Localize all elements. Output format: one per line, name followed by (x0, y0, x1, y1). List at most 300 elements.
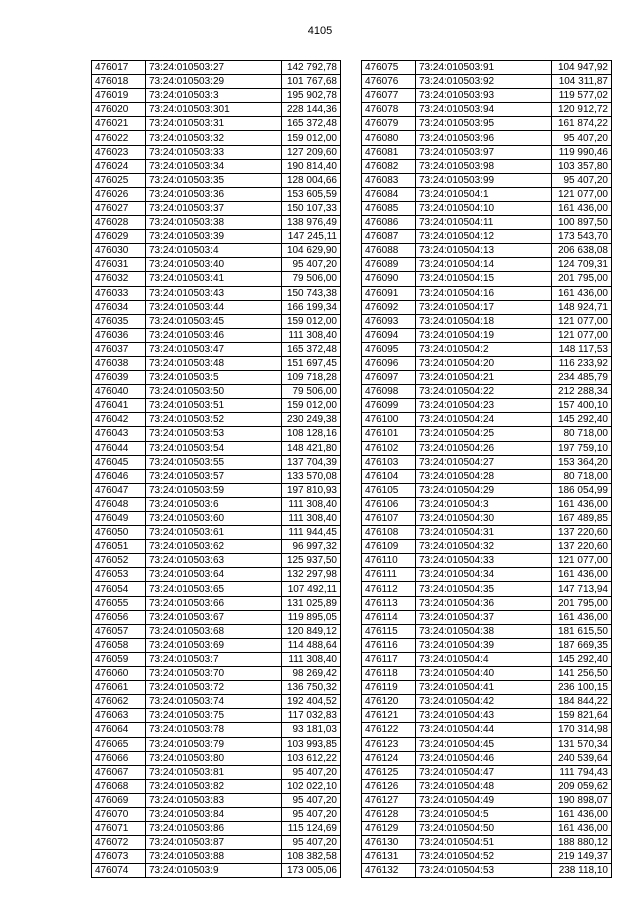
cadastral-number-cell: 73:24:010504:29 (416, 483, 552, 497)
table-row (92, 455, 341, 469)
row-number-cell: 476031 (92, 258, 146, 272)
row-number-cell: 476121 (362, 709, 416, 723)
cadastral-number-cell: 73:24:010503:50 (146, 385, 282, 399)
value-cell: 159 012,00 (282, 131, 341, 145)
table-row (362, 667, 612, 681)
row-number-cell: 476055 (92, 596, 146, 610)
cadastral-number-cell: 73:24:010503:37 (146, 201, 282, 215)
row-number-cell: 476050 (92, 526, 146, 540)
cadastral-number-cell: 73:24:010504:36 (416, 596, 552, 610)
row-number-cell: 476066 (92, 751, 146, 765)
row-number-cell: 476023 (92, 145, 146, 159)
table-row (92, 300, 341, 314)
cadastral-number-cell: 73:24:010504:12 (416, 230, 552, 244)
value-cell: 95 407,20 (552, 131, 612, 145)
row-number-cell: 476033 (92, 286, 146, 300)
row-number-cell: 476071 (92, 822, 146, 836)
cadastral-number-cell: 73:24:010503:91 (416, 61, 552, 75)
value-cell: 111 308,40 (282, 512, 341, 526)
value-cell: 167 489,85 (552, 512, 612, 526)
table-row (92, 526, 341, 540)
row-number-cell: 476087 (362, 230, 416, 244)
row-number-cell: 476085 (362, 201, 416, 215)
cadastral-number-cell: 73:24:010503:95 (416, 117, 552, 131)
row-number-cell: 476083 (362, 173, 416, 187)
cadastral-number-cell: 73:24:010504:32 (416, 540, 552, 554)
cadastral-number-cell: 73:24:010503:87 (146, 836, 282, 850)
cadastral-number-cell: 73:24:010503:51 (146, 399, 282, 413)
cadastral-number-cell: 73:24:010504:17 (416, 300, 552, 314)
value-cell: 104 311,87 (552, 75, 612, 89)
value-cell: 115 124,69 (282, 822, 341, 836)
cadastral-number-cell: 73:24:010503:79 (146, 737, 282, 751)
table-row (362, 695, 612, 709)
table-row (92, 427, 341, 441)
value-cell: 201 795,00 (552, 596, 612, 610)
row-number-cell: 476020 (92, 103, 146, 117)
table-row (362, 145, 612, 159)
table-row (92, 441, 341, 455)
value-cell: 121 077,00 (552, 187, 612, 201)
row-number-cell: 476069 (92, 793, 146, 807)
cadastral-number-cell: 73:24:010503:82 (146, 779, 282, 793)
cadastral-number-cell: 73:24:010504:25 (416, 427, 552, 441)
value-cell: 79 506,00 (282, 385, 341, 399)
value-cell: 190 814,40 (282, 159, 341, 173)
value-cell: 190 898,07 (552, 793, 612, 807)
value-cell: 181 615,50 (552, 624, 612, 638)
row-number-cell: 476058 (92, 638, 146, 652)
row-number-cell: 476043 (92, 427, 146, 441)
row-number-cell: 476118 (362, 667, 416, 681)
table-row (92, 286, 341, 300)
table-row (362, 751, 612, 765)
table-row (362, 483, 612, 497)
row-number-cell: 476044 (92, 441, 146, 455)
table-row (362, 638, 612, 652)
cadastral-number-cell: 73:24:010504:23 (416, 399, 552, 413)
table-row (92, 681, 341, 695)
table-row (362, 596, 612, 610)
row-number-cell: 476086 (362, 216, 416, 230)
value-cell: 159 012,00 (282, 399, 341, 413)
value-cell: 111 308,40 (282, 328, 341, 342)
row-number-cell: 476074 (92, 864, 146, 878)
value-cell: 100 897,50 (552, 216, 612, 230)
cadastral-number-cell: 73:24:010503:59 (146, 483, 282, 497)
table-row (92, 652, 341, 666)
value-cell: 121 077,00 (552, 554, 612, 568)
row-number-cell: 476070 (92, 807, 146, 821)
cadastral-number-cell: 73:24:010503:54 (146, 441, 282, 455)
table-row (362, 399, 612, 413)
table-row (362, 244, 612, 258)
value-cell: 128 004,66 (282, 173, 341, 187)
value-cell: 125 937,50 (282, 554, 341, 568)
row-number-cell: 476126 (362, 779, 416, 793)
cadastral-number-cell: 73:24:010503:61 (146, 526, 282, 540)
row-number-cell: 476112 (362, 582, 416, 596)
table-row (362, 681, 612, 695)
table-row (92, 497, 341, 511)
value-cell: 131 025,89 (282, 596, 341, 610)
value-cell: 147 713,94 (552, 582, 612, 596)
cadastral-number-cell: 73:24:010503:63 (146, 554, 282, 568)
row-number-cell: 476115 (362, 624, 416, 638)
cadastral-number-cell: 73:24:010504:46 (416, 751, 552, 765)
cadastral-number-cell: 73:24:010504:41 (416, 681, 552, 695)
row-number-cell: 476047 (92, 483, 146, 497)
row-number-cell: 476062 (92, 695, 146, 709)
value-cell: 151 697,45 (282, 356, 341, 370)
value-cell: 133 570,08 (282, 469, 341, 483)
table-row (92, 103, 341, 117)
table-row (362, 201, 612, 215)
row-number-cell: 476027 (92, 201, 146, 215)
row-number-cell: 476084 (362, 187, 416, 201)
value-cell: 114 488,64 (282, 638, 341, 652)
row-number-cell: 476079 (362, 117, 416, 131)
value-cell: 173 543,70 (552, 230, 612, 244)
value-cell: 93 181,03 (282, 723, 341, 737)
table-row (92, 779, 341, 793)
row-number-cell: 476096 (362, 356, 416, 370)
table-row (92, 624, 341, 638)
value-cell: 148 117,53 (552, 342, 612, 356)
value-cell: 98 269,42 (282, 667, 341, 681)
value-cell: 95 407,20 (552, 173, 612, 187)
value-cell: 80 718,00 (552, 469, 612, 483)
cadastral-number-cell: 73:24:010504:14 (416, 258, 552, 272)
table-row (92, 314, 341, 328)
row-number-cell: 476045 (92, 455, 146, 469)
table-row (92, 695, 341, 709)
row-number-cell: 476052 (92, 554, 146, 568)
row-number-cell: 476107 (362, 512, 416, 526)
cadastral-number-cell: 73:24:010504:18 (416, 314, 552, 328)
row-number-cell: 476021 (92, 117, 146, 131)
cadastral-number-cell: 73:24:010503:44 (146, 300, 282, 314)
table-row (362, 356, 612, 370)
cadastral-number-cell: 73:24:010503:75 (146, 709, 282, 723)
value-cell: 95 407,20 (282, 807, 341, 821)
table-row (92, 230, 341, 244)
value-cell: 166 199,34 (282, 300, 341, 314)
row-number-cell: 476049 (92, 512, 146, 526)
value-cell: 186 054,99 (552, 483, 612, 497)
table-row (362, 371, 612, 385)
table-row (362, 75, 612, 89)
cadastral-number-cell: 73:24:010504:10 (416, 201, 552, 215)
row-number-cell: 476059 (92, 652, 146, 666)
value-cell: 161 436,00 (552, 610, 612, 624)
value-cell: 116 233,92 (552, 356, 612, 370)
cadastral-number-cell: 73:24:010504:42 (416, 695, 552, 709)
value-cell: 109 718,28 (282, 371, 341, 385)
cadastral-number-cell: 73:24:010503:33 (146, 145, 282, 159)
table-row (92, 272, 341, 286)
value-cell: 161 436,00 (552, 807, 612, 821)
cadastral-number-cell: 73:24:010503:60 (146, 512, 282, 526)
row-number-cell: 476090 (362, 272, 416, 286)
row-number-cell: 476073 (92, 850, 146, 864)
cadastral-number-cell: 73:24:010504:35 (416, 582, 552, 596)
row-number-cell: 476113 (362, 596, 416, 610)
row-number-cell: 476089 (362, 258, 416, 272)
value-cell: 121 077,00 (552, 314, 612, 328)
table-row (92, 469, 341, 483)
value-cell: 161 436,00 (552, 822, 612, 836)
cadastral-number-cell: 73:24:010504:37 (416, 610, 552, 624)
cadastral-number-cell: 73:24:010504:30 (416, 512, 552, 526)
cadastral-number-cell: 73:24:010503:74 (146, 695, 282, 709)
cadastral-number-cell: 73:24:010503:47 (146, 342, 282, 356)
table-right (361, 60, 612, 878)
value-cell: 108 382,58 (282, 850, 341, 864)
table-row (362, 187, 612, 201)
table-row (362, 793, 612, 807)
cadastral-number-cell: 73:24:010503:69 (146, 638, 282, 652)
table-row (362, 807, 612, 821)
table-row (92, 385, 341, 399)
row-number-cell: 476039 (92, 371, 146, 385)
value-cell: 101 767,68 (282, 75, 341, 89)
value-cell: 195 902,78 (282, 89, 341, 103)
cadastral-number-cell: 73:24:010503:29 (146, 75, 282, 89)
value-cell: 95 407,20 (282, 765, 341, 779)
table-row (362, 427, 612, 441)
value-cell: 187 669,35 (552, 638, 612, 652)
row-number-cell: 476124 (362, 751, 416, 765)
row-number-cell: 476048 (92, 497, 146, 511)
cadastral-number-cell: 73:24:010503:9 (146, 864, 282, 878)
table-row (92, 244, 341, 258)
cadastral-number-cell: 73:24:010503:35 (146, 173, 282, 187)
table-row (362, 272, 612, 286)
cadastral-number-cell: 73:24:010504:4 (416, 652, 552, 666)
value-cell: 159 821,64 (552, 709, 612, 723)
row-number-cell: 476129 (362, 822, 416, 836)
cadastral-number-cell: 73:24:010503:6 (146, 497, 282, 511)
table-row (92, 723, 341, 737)
table-row (362, 512, 612, 526)
row-number-cell: 476046 (92, 469, 146, 483)
row-number-cell: 476019 (92, 89, 146, 103)
value-cell: 103 993,85 (282, 737, 341, 751)
value-cell: 145 292,40 (552, 413, 612, 427)
cadastral-number-cell: 73:24:010504:53 (416, 864, 552, 878)
row-number-cell: 476034 (92, 300, 146, 314)
row-number-cell: 476080 (362, 131, 416, 145)
cadastral-number-cell: 73:24:010504:2 (416, 342, 552, 356)
table-row (92, 187, 341, 201)
table-row (92, 117, 341, 131)
value-cell: 153 605,59 (282, 187, 341, 201)
table-row (92, 850, 341, 864)
table-row (92, 371, 341, 385)
cadastral-number-cell: 73:24:010503:78 (146, 723, 282, 737)
table-row (92, 131, 341, 145)
cadastral-number-cell: 73:24:010504:45 (416, 737, 552, 751)
cadastral-number-cell: 73:24:010503:99 (416, 173, 552, 187)
value-cell: 192 404,52 (282, 695, 341, 709)
cadastral-number-cell: 73:24:010503:40 (146, 258, 282, 272)
value-cell: 120 912,72 (552, 103, 612, 117)
cadastral-number-cell: 73:24:010504:27 (416, 455, 552, 469)
table-row (92, 328, 341, 342)
row-number-cell: 476106 (362, 497, 416, 511)
table-row (362, 230, 612, 244)
value-cell: 150 743,38 (282, 286, 341, 300)
table-row (362, 822, 612, 836)
row-number-cell: 476026 (92, 187, 146, 201)
value-cell: 150 107,33 (282, 201, 341, 215)
table-row (92, 201, 341, 215)
table-row (362, 328, 612, 342)
cadastral-number-cell: 73:24:010503:68 (146, 624, 282, 638)
row-number-cell: 476018 (92, 75, 146, 89)
row-number-cell: 476110 (362, 554, 416, 568)
value-cell: 136 750,32 (282, 681, 341, 695)
value-cell: 230 249,38 (282, 413, 341, 427)
row-number-cell: 476077 (362, 89, 416, 103)
row-number-cell: 476025 (92, 173, 146, 187)
table-row (362, 526, 612, 540)
row-number-cell: 476067 (92, 765, 146, 779)
value-cell: 132 297,98 (282, 568, 341, 582)
cadastral-number-cell: 73:24:010504:48 (416, 779, 552, 793)
value-cell: 161 436,00 (552, 497, 612, 511)
value-cell: 111 308,40 (282, 497, 341, 511)
cadastral-number-cell: 73:24:010503:93 (416, 89, 552, 103)
cadastral-number-cell: 73:24:010503:41 (146, 272, 282, 286)
table-row (362, 540, 612, 554)
value-cell: 159 012,00 (282, 314, 341, 328)
cadastral-number-cell: 73:24:010503:94 (416, 103, 552, 117)
table-row (362, 737, 612, 751)
row-number-cell: 476132 (362, 864, 416, 878)
table-row (362, 216, 612, 230)
cadastral-number-cell: 73:24:010503:39 (146, 230, 282, 244)
table-row (92, 512, 341, 526)
value-cell: 121 077,00 (552, 328, 612, 342)
value-cell: 147 245,11 (282, 230, 341, 244)
value-cell: 188 880,12 (552, 836, 612, 850)
cadastral-number-cell: 73:24:010503:84 (146, 807, 282, 821)
table-row (92, 822, 341, 836)
table-row (92, 807, 341, 821)
row-number-cell: 476119 (362, 681, 416, 695)
table-row (92, 216, 341, 230)
row-number-cell: 476128 (362, 807, 416, 821)
table-row (362, 61, 612, 75)
cadastral-number-cell: 73:24:010504:51 (416, 836, 552, 850)
cadastral-number-cell: 73:24:010503:7 (146, 652, 282, 666)
row-number-cell: 476064 (92, 723, 146, 737)
cadastral-number-cell: 73:24:010504:26 (416, 441, 552, 455)
cadastral-number-cell: 73:24:010503:92 (416, 75, 552, 89)
row-number-cell: 476035 (92, 314, 146, 328)
cadastral-number-cell: 73:24:010504:16 (416, 286, 552, 300)
cadastral-number-cell: 73:24:010504:24 (416, 413, 552, 427)
cadastral-number-cell: 73:24:010503:5 (146, 371, 282, 385)
table-row (362, 469, 612, 483)
value-cell: 104 947,92 (552, 61, 612, 75)
cadastral-number-cell: 73:24:010504:43 (416, 709, 552, 723)
row-number-cell: 476095 (362, 342, 416, 356)
value-cell: 102 022,10 (282, 779, 341, 793)
cadastral-number-cell: 73:24:010503:43 (146, 286, 282, 300)
cadastral-number-cell: 73:24:010503:38 (146, 216, 282, 230)
table-row (362, 497, 612, 511)
value-cell: 111 944,45 (282, 526, 341, 540)
table-row (92, 596, 341, 610)
value-cell: 137 220,60 (552, 526, 612, 540)
row-number-cell: 476051 (92, 540, 146, 554)
table-left (91, 60, 341, 878)
row-number-cell: 476088 (362, 244, 416, 258)
value-cell: 145 292,40 (552, 652, 612, 666)
table-row (362, 765, 612, 779)
table-row (362, 723, 612, 737)
row-number-cell: 476042 (92, 413, 146, 427)
table-row (362, 117, 612, 131)
cadastral-number-cell: 73:24:010503:48 (146, 356, 282, 370)
value-cell: 107 492,11 (282, 582, 341, 596)
value-cell: 228 144,36 (282, 103, 341, 117)
cadastral-number-cell: 73:24:010503:96 (416, 131, 552, 145)
cadastral-number-cell: 73:24:010504:39 (416, 638, 552, 652)
value-cell: 219 149,37 (552, 850, 612, 864)
cadastral-number-cell: 73:24:010504:33 (416, 554, 552, 568)
value-cell: 141 256,50 (552, 667, 612, 681)
cadastral-number-cell: 73:24:010504:11 (416, 216, 552, 230)
table-row (362, 103, 612, 117)
cadastral-number-cell: 73:24:010503:31 (146, 117, 282, 131)
row-number-cell: 476041 (92, 399, 146, 413)
cadastral-number-cell: 73:24:010503:36 (146, 187, 282, 201)
row-number-cell: 476108 (362, 526, 416, 540)
table-row (362, 709, 612, 723)
row-number-cell: 476076 (362, 75, 416, 89)
value-cell: 148 421,80 (282, 441, 341, 455)
value-cell: 153 364,20 (552, 455, 612, 469)
cadastral-number-cell: 73:24:010504:38 (416, 624, 552, 638)
table-row (362, 836, 612, 850)
row-number-cell: 476078 (362, 103, 416, 117)
table-row (362, 864, 612, 878)
row-number-cell: 476117 (362, 652, 416, 666)
row-number-cell: 476092 (362, 300, 416, 314)
table-row (362, 300, 612, 314)
row-number-cell: 476122 (362, 723, 416, 737)
cadastral-number-cell: 73:24:010504:49 (416, 793, 552, 807)
value-cell: 131 570,34 (552, 737, 612, 751)
table-row (362, 624, 612, 638)
value-cell: 157 400,10 (552, 399, 612, 413)
value-cell: 119 577,02 (552, 89, 612, 103)
table-row (92, 709, 341, 723)
value-cell: 96 997,32 (282, 540, 341, 554)
cadastral-number-cell: 73:24:010503:55 (146, 455, 282, 469)
cadastral-number-cell: 73:24:010503:88 (146, 850, 282, 864)
value-cell: 161 436,00 (552, 568, 612, 582)
cadastral-number-cell: 73:24:010504:19 (416, 328, 552, 342)
value-cell: 209 059,62 (552, 779, 612, 793)
cadastral-number-cell: 73:24:010503:301 (146, 103, 282, 117)
row-number-cell: 476068 (92, 779, 146, 793)
value-cell: 240 539,64 (552, 751, 612, 765)
